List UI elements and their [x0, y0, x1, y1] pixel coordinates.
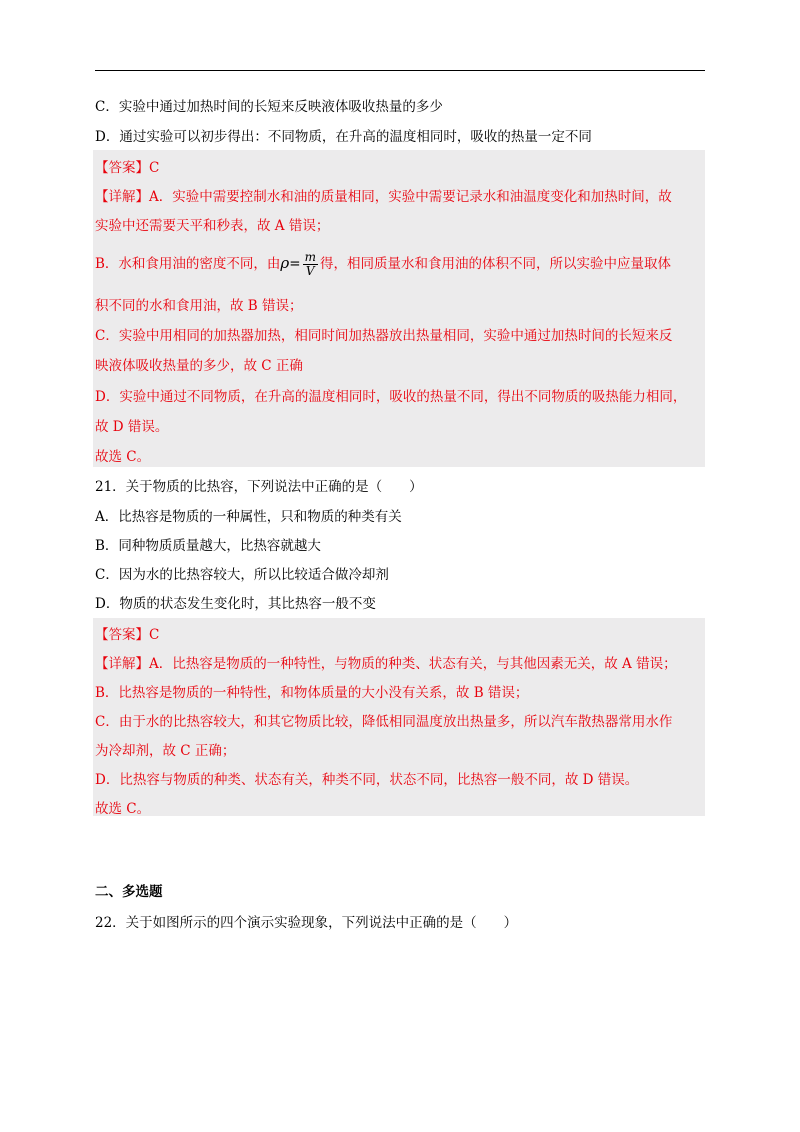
header-rule	[95, 70, 705, 71]
prev-detail-b-post: 得，相同质量水和食用油的体积不同，所以实验中应量取体	[319, 256, 671, 272]
prev-detail-c-line2: 映液体吸收热量的多少，故 C 正确	[95, 358, 303, 374]
formula-denominator: V	[305, 264, 315, 278]
q21-option-d: D．物质的状态发生变化时，其比热容一般不变	[95, 596, 376, 612]
q21-detail-d: D．比热容与物质的种类、状态有关，种类不同，状态不同，比热容一般不同，故 D 错误。	[95, 772, 639, 788]
formula-rho: ρ	[280, 254, 290, 272]
q21-detail-b: B．比热容是物质的一种特性，和物体质量的大小没有关系，故 B 错误；	[95, 685, 529, 701]
q21-option-b: B．同种物质质量越大，比热容就越大	[95, 538, 321, 554]
section-title: 二、多选题	[95, 884, 163, 900]
q21-detail-c-line1: C．由于水的比热容较大，和其它物质比较，降低相同温度放出热量多，所以汽车散热器常用水作	[95, 714, 673, 730]
q21-stem: 21．关于物质的比热容，下列说法中正确的是（ ）	[95, 479, 423, 495]
prev-answer: 【答案】C	[95, 160, 160, 176]
q22-stem: 22．关于如图所示的四个演示实验现象，下列说法中正确的是（ ）	[95, 915, 518, 931]
q21-option-a: A．比热容是物质的一种属性，只和物质的种类有关	[95, 509, 402, 525]
prev-option-d: D．通过实验可以初步得出：不同物质，在升高的温度相同时，吸收的热量一定不同	[95, 129, 592, 145]
prev-detail-d-line2: 故 D 错误。	[95, 419, 169, 435]
q21-detail-a: 【详解】A．比热容是物质的一种特性，与物质的种类、状态有关，与其他因素无关，故 A 错误；	[95, 656, 677, 672]
q21-option-c: C．因为水的比热容较大，所以比较适合做冷却剂	[95, 567, 389, 583]
q21-answer: 【答案】C	[95, 627, 160, 643]
prev-detail-c-line1: C．实验中用相同的加热器加热，相同时间加热器放出热量相同，实验中通过加热时间的长短来反	[95, 328, 673, 344]
prev-detail-b-line2: 积不同的水和食用油，故 B 错误；	[95, 298, 303, 314]
prev-detail-a-line2: 实验中还需要天平和秒表，故 A 错误；	[95, 218, 330, 234]
formula-fraction	[303, 251, 318, 278]
prev-detail-a-line1: 【详解】A．实验中需要控制水和油的质量相同，实验中需要记录水和油温度变化和加热时间，故	[95, 189, 672, 205]
prev-detail-b-line1	[95, 248, 671, 279]
prev-detail-b-pre: B．水和食用油的密度不同，由	[95, 256, 281, 272]
prev-conclusion: 故选 C。	[95, 449, 151, 465]
q21-conclusion: 故选 C。	[95, 801, 151, 817]
prev-option-c: C．实验中通过加热时间的长短来反映液体吸收热量的多少	[95, 99, 443, 115]
prev-detail-d-line1: D．实验中通过不同物质，在升高的温度相同时，吸收的热量不同，得出不同物质的吸热能力相同，	[95, 389, 687, 405]
q21-detail-c-line2: 为冷却剂，故 C 正确；	[95, 743, 236, 759]
formula-equals: =	[289, 256, 301, 272]
formula-numerator: m	[304, 250, 316, 264]
